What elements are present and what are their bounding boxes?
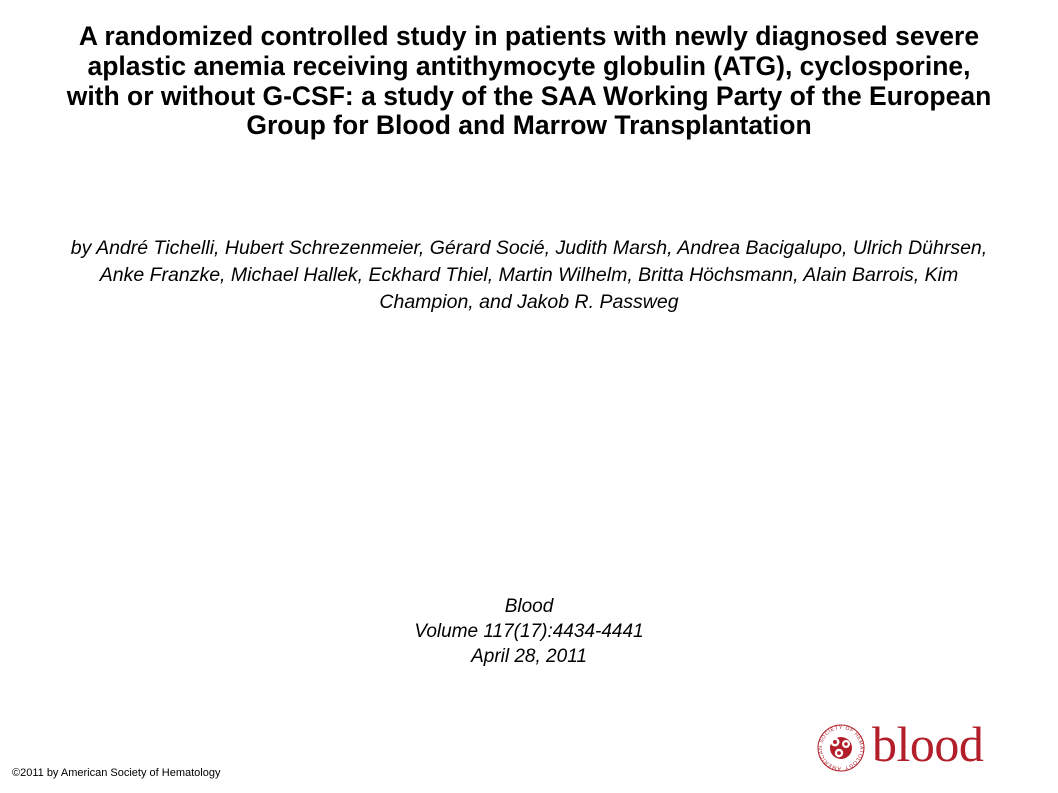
seal-text: AMERICAN SOCIETY OF HEMATOLOGY	[818, 724, 865, 772]
ash-seal-icon	[815, 722, 867, 772]
publication-date: April 28, 2011	[471, 646, 587, 667]
journal-name: Blood	[504, 596, 554, 617]
article-title: A randomized controlled study in patients with newly diagnosed severe aplastic anemia receiving antithymocyte globulin (ATG), cyclosporine, with or without G-CSF: a study of the SAA Working Party of the European Group for Blood and Marrow Transplantation	[66, 21, 992, 141]
article-authors: by André Tichelli, Hubert Schrezenmeier, Gérard Socié, Judith Marsh, Andrea Bacigalupo, Ulrich Dührsen, Anke Franzke, Michael Hallek, Eckhard Thiel, Martin Wilhelm, Britta Höchsmann, Alain Barrois, Kim Champion, and Jakob R. Passweg	[70, 237, 988, 313]
journal-volume: Volume 117(17):4434-4441	[414, 621, 644, 642]
blood-journal-logo	[815, 716, 1001, 772]
journal-info	[329, 594, 729, 669]
logo-wordmark: blood	[872, 716, 984, 772]
copyright-notice: ©2011 by American Society of Hematology	[12, 767, 221, 779]
